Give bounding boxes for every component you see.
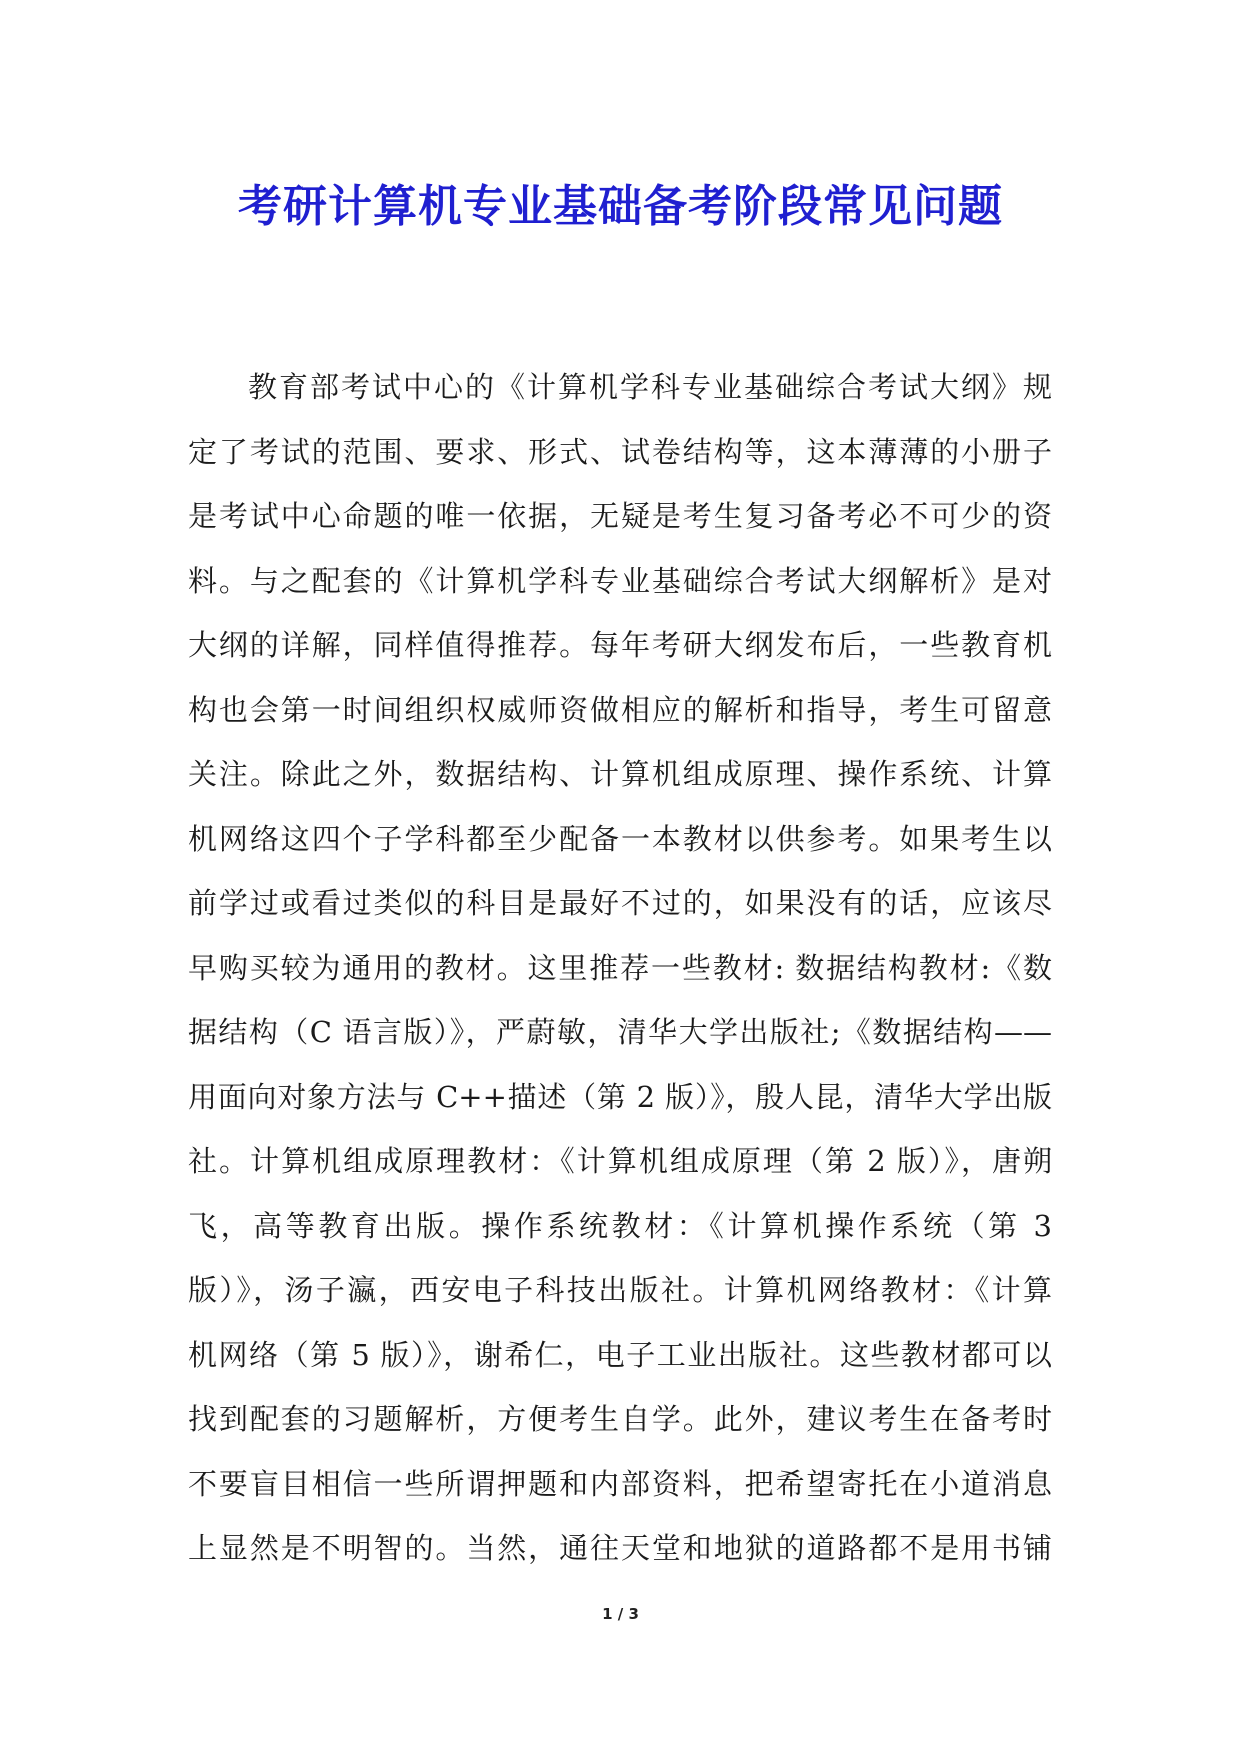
paragraph-line: 不要盲目相信一些所谓押题和内部资料，把希望寄托在小道消息 (188, 1466, 1052, 1501)
paragraph-line: 定了考试的范围、要求、形式、试卷结构等，这本薄薄的小册子 (188, 434, 1052, 469)
paragraph-line: 早购买较为通用的教材。这里推荐一些教材: 数据结构教材:《数 (188, 950, 1052, 985)
paragraph-line: 社。计算机组成原理教材：《计算机组成原理（第 2 版）》，唐朔 (188, 1144, 1052, 1178)
paragraph-line: 大纲的详解，同样值得推荐。每年考研大纲发布后，一些教育机 (188, 628, 1052, 662)
paragraph-line: 是考试中心命题的唯一依据，无疑是考生复习备考必不可少的资 (188, 499, 1052, 533)
paragraph-line: 前学过或看过类似的科目是最好不过的，如果没有的话，应该尽 (188, 886, 1052, 920)
paragraph-line: 机网络（第 5 版）》，谢希仁，电子工业出版社。这些教材都可以 (188, 1337, 1052, 1372)
paragraph-line: 料。与之配套的《计算机学科专业基础综合考试大纲解析》是对 (188, 563, 1052, 598)
paragraph-line: 用面向对象方法与 C++描述（第 2 版）》，殷人昆，清华大学出版 (188, 1079, 1052, 1114)
paragraph-line: 教育部考试中心的《计算机学科专业基础综合考试大纲》规 (248, 370, 1052, 404)
paragraph-line: 找到配套的习题解析，方便考生自学。此外，建议考生在备考时 (188, 1402, 1052, 1436)
paragraph-line: 飞，高等教育出版。操作系统教材：《计算机操作系统（第 3 (188, 1208, 1052, 1243)
paragraph-line: 据结构（C 语言版）》，严蔚敏，清华大学出版社;《数据结构—— (188, 1015, 1052, 1049)
page-title: 考研计算机专业基础备考阶段常见问题 (238, 181, 1003, 233)
body-paragraph (188, 355, 1052, 1581)
paragraph-line: 关注。除此之外，数据结构、计算机组成原理、操作系统、计算 (188, 757, 1052, 791)
page-number: 1 / 3 (602, 1605, 639, 1623)
paragraph-line: 版）》，汤子瀛，西安电子科技出版社。计算机网络教材：《计算 (188, 1273, 1052, 1307)
paragraph-line: 构也会第一时间组织权威师资做相应的解析和指导，考生可留意 (188, 692, 1052, 727)
paragraph-line: 上显然是不明智的。当然，通往天堂和地狱的道路都不是用书铺 (188, 1531, 1052, 1565)
paragraph-line: 机网络这四个子学科都至少配备一本教材以供参考。如果考生以 (188, 821, 1052, 856)
